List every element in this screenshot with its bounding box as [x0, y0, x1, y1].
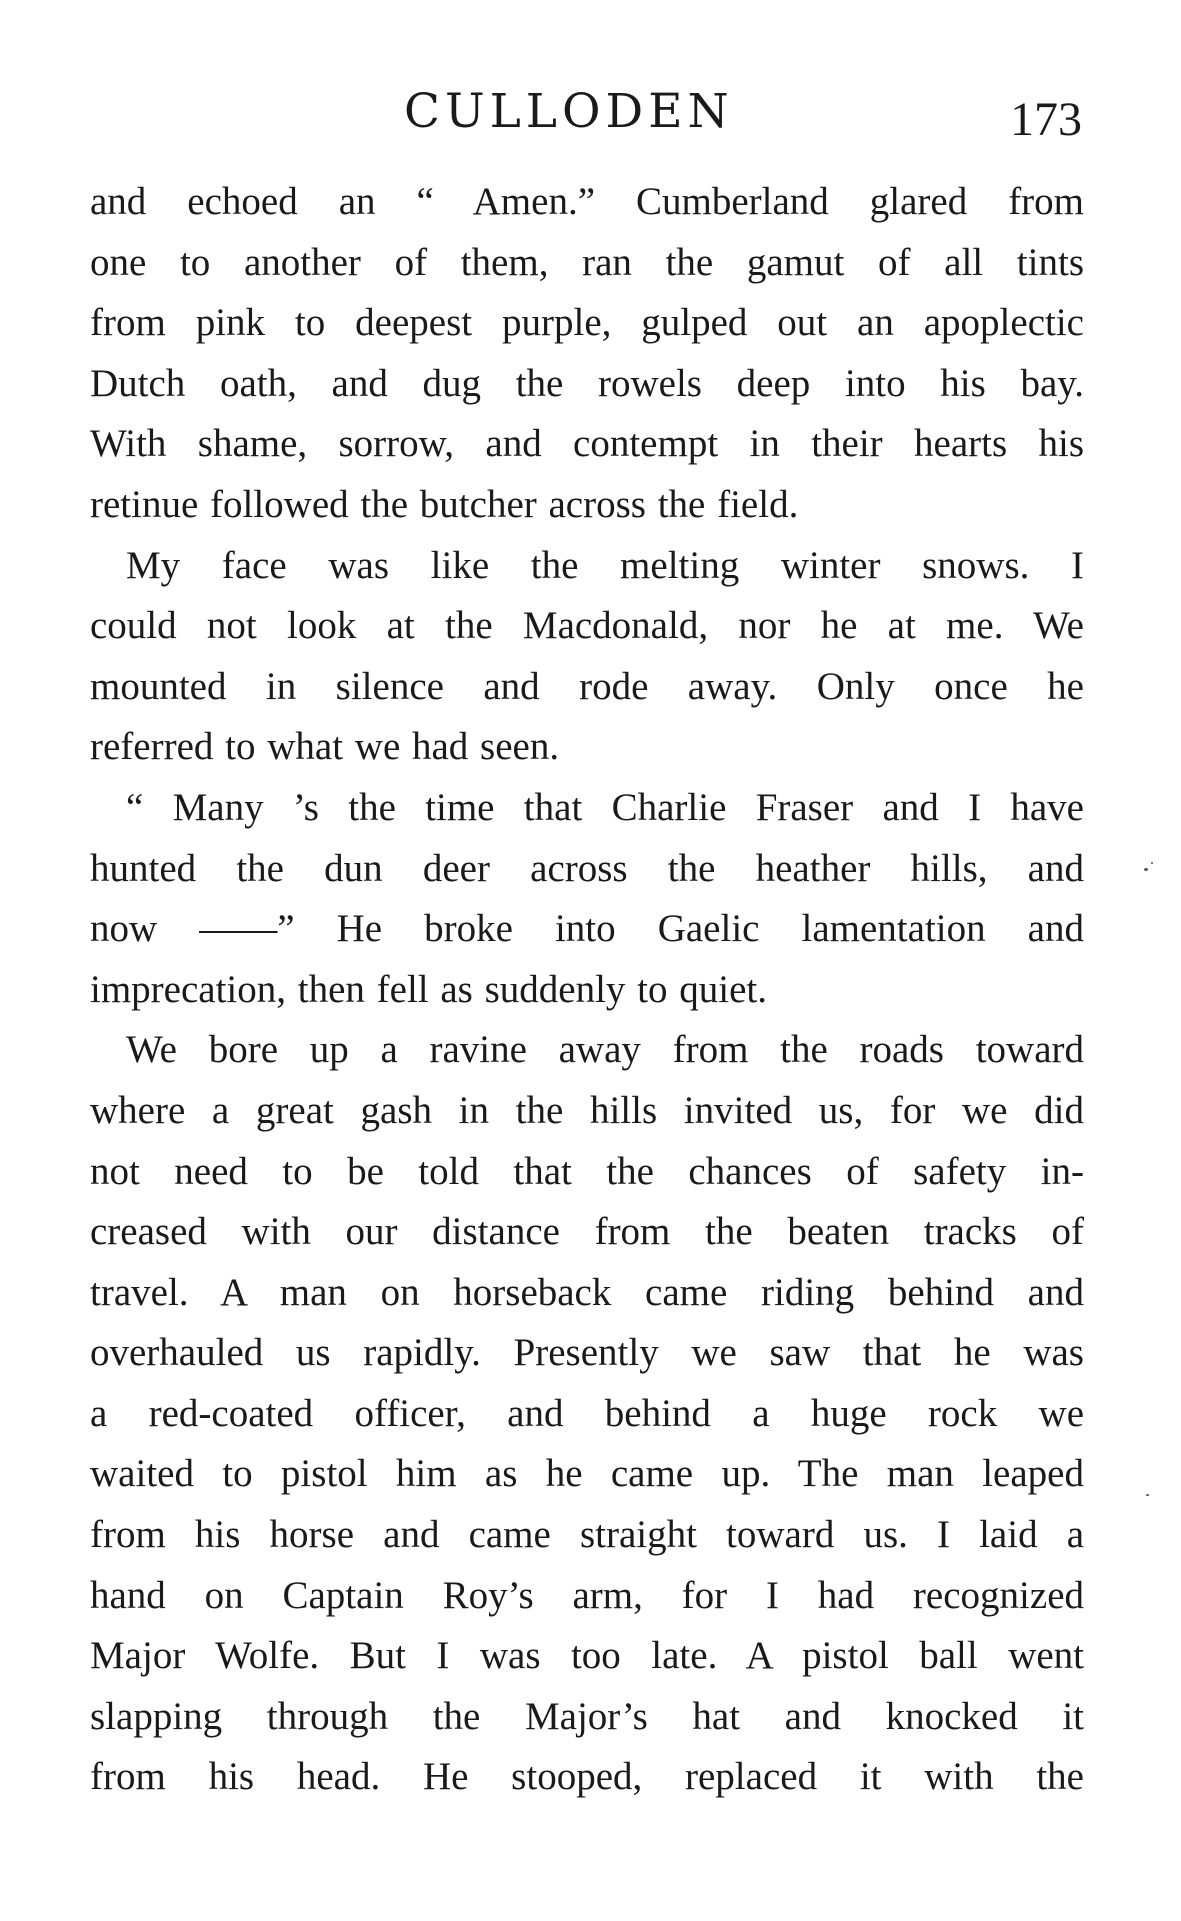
running-head — [0, 82, 1181, 146]
text-line: hand on Captain Roy’s arm, for I had recognized — [90, 1573, 1084, 1617]
text-line: My face was like the melting winter snows. I — [126, 543, 1084, 587]
scan-speck — [1151, 862, 1153, 864]
text-line: could not look at the Macdonald, nor he at me. We — [90, 604, 1084, 648]
text-line: referred to what we had seen. — [90, 725, 560, 769]
text-line: Major Wolfe. But I was too late. A pistol ball went — [90, 1634, 1084, 1678]
text-line: Dutch oath, and dug the rowels deep into his bay. — [90, 361, 1084, 405]
running-title: CULLODEN — [404, 84, 734, 139]
text-line: from pink to deepest purple, gulped out an apoplectic — [90, 301, 1084, 345]
text-line: hunted the dun deer across the heather hills, and — [90, 846, 1084, 890]
text-line: and echoed an “ Amen.” Cumberland glared from — [90, 180, 1084, 223]
text-line: waited to pistol him as he came up. The man leaped — [90, 1452, 1084, 1496]
text-line: slapping through the Major’s hat and knocked it — [90, 1694, 1084, 1738]
scan-speck — [1144, 868, 1148, 871]
text-line: where a great gash in the hills invited us, for we did — [90, 1088, 1084, 1132]
text-line: imprecation, then fell as suddenly to quiet. — [90, 967, 767, 1011]
text-line: from his head. He stooped, replaced it with the — [90, 1755, 1084, 1799]
text-line: mounted in silence and rode away. Only once he — [90, 664, 1084, 708]
text-line: “ Many ’s the time that Charlie Fraser and I have — [126, 785, 1084, 829]
text-line: retinue followed the butcher across the field. — [90, 482, 799, 526]
body-text — [90, 172, 1084, 1808]
text-line: overhauled us rapidly. Presently we saw that he was — [90, 1331, 1084, 1375]
scan-speck — [1146, 1494, 1149, 1496]
page-number: 173 — [1010, 93, 1082, 146]
text-line: one to another of them, ran the gamut of all tints — [90, 240, 1084, 284]
text-line: With shame, sorrow, and contempt in their hearts his — [90, 422, 1084, 466]
text-line: a red-coated officer, and behind a huge rock we — [90, 1391, 1084, 1435]
text-line: We bore up a ravine away from the roads toward — [126, 1028, 1084, 1072]
text-line: not need to be told that the chances of safety in- — [90, 1149, 1084, 1193]
text-line: now ——” He broke into Gaelic lamentation and — [90, 907, 1084, 951]
text-line: creased with our distance from the beaten tracks of — [90, 1210, 1084, 1254]
text-line: travel. A man on horseback came riding behind and — [90, 1270, 1084, 1314]
text-line: from his horse and came straight toward us. I laid a — [90, 1513, 1084, 1557]
